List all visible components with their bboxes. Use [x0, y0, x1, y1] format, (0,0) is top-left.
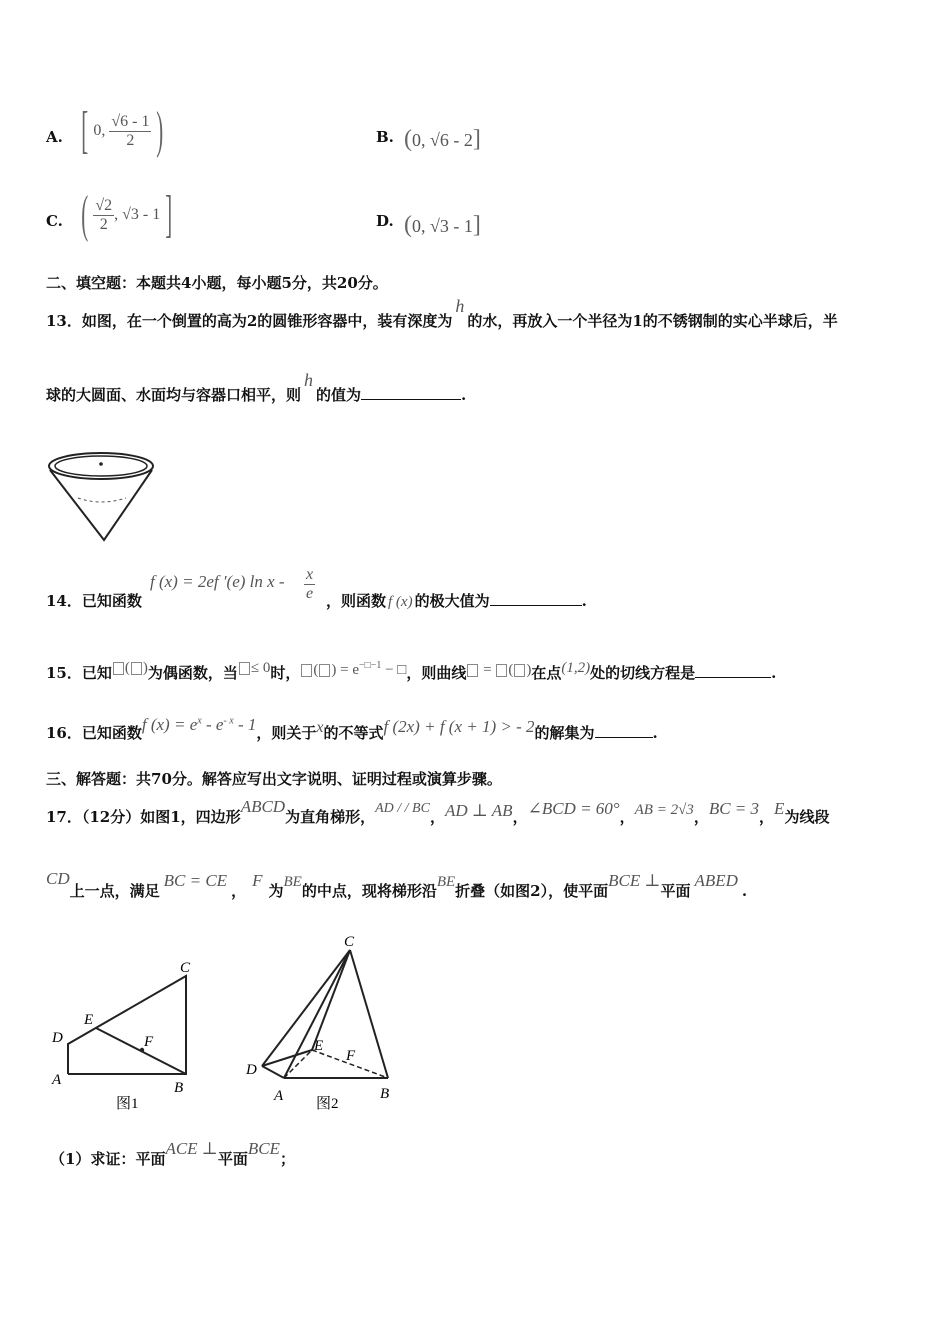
- q17-p8: 平面: [660, 882, 691, 900]
- option-b-text: 0, √6 - 2: [412, 130, 473, 150]
- q17-p2: 为直角梯形，: [285, 808, 376, 826]
- q16-mid-formula: - e: [201, 715, 224, 734]
- section2-heading: 二、填空题：本题共4小题，每小题5分，共20分。: [46, 274, 388, 292]
- q17-bc: BC = 3: [708, 799, 760, 818]
- q16-x: x: [316, 719, 324, 736]
- q17-ace: ACE ⊥: [165, 1139, 218, 1158]
- q14-rest: [326, 590, 587, 611]
- fig2-label-d: D: [246, 1062, 257, 1078]
- fig1-caption: 图1: [116, 1096, 139, 1112]
- q13-line2: [46, 370, 467, 405]
- fig1-label-b: B: [174, 1080, 184, 1096]
- q13-end: .: [461, 386, 467, 404]
- fig2-label-f: F: [346, 1048, 356, 1064]
- option-a-num: √6 - 1: [111, 112, 150, 130]
- q15-p5: 在点: [531, 664, 562, 682]
- q14-frac-num: x: [306, 566, 314, 583]
- q17-p5: 为: [268, 882, 284, 900]
- option-d-expr: (0, √3 - 1]: [404, 212, 481, 238]
- q17-line1: [46, 797, 830, 827]
- q14-fx: f (x): [388, 594, 413, 610]
- q13-text-2a: 球的大圆面、水面均与容器口相平，则: [46, 386, 302, 404]
- q17-bce: BCE ⊥: [608, 871, 661, 890]
- section3-heading: 三、解答题：共70分。解答应写出文字说明、证明过程或演算步骤。: [46, 770, 502, 788]
- figure-1: [46, 952, 206, 1122]
- q13-line1: [46, 296, 838, 331]
- q16-end: .: [652, 724, 658, 742]
- option-a-den: 2: [126, 131, 135, 149]
- option-d-label: D.: [376, 212, 394, 230]
- q15-point: (1,2): [561, 660, 591, 676]
- q17-part1: [50, 1139, 295, 1169]
- q14-prefix: 14．已知函数: [46, 592, 142, 610]
- q17-bcce: BC = CE: [163, 871, 228, 890]
- option-c-num: √2: [95, 196, 113, 214]
- q13-h: h: [455, 296, 465, 316]
- q15-p4: ，则曲线: [406, 664, 467, 682]
- q17-abed: ABED: [694, 871, 738, 890]
- left-bracket: [: [81, 102, 89, 159]
- q16-ineq: f (2x) + f (x + 1) > - 2: [383, 717, 535, 736]
- q14-mid: ，则函数: [326, 592, 387, 610]
- q16-sup1: x: [197, 715, 202, 727]
- q14-answer-blank[interactable]: [490, 591, 582, 606]
- q17-line2: [46, 869, 748, 901]
- q15-cond: [238, 660, 270, 676]
- q15-formula-text: = e: [340, 662, 360, 678]
- q13-text-1a: 13．如图，在一个倒置的高为2的圆锥形容器中，装有深度为: [46, 312, 453, 330]
- q17-angle: ∠BCD = 60°: [527, 799, 620, 818]
- fig2-label-e: E: [314, 1038, 324, 1054]
- q16-sup2: - x: [223, 715, 234, 727]
- q15-curve: = ( ): [466, 662, 531, 678]
- option-c-fraction: [93, 197, 114, 234]
- q17-comma-4: ，: [693, 808, 709, 826]
- q17-sub1-a: （1）求证：平面: [50, 1150, 166, 1168]
- q17-cd: CD: [46, 869, 70, 888]
- right-paren: ): [156, 102, 164, 159]
- q15-cond-text: ≤ 0: [250, 660, 271, 676]
- q15-fx-placeholder: ( ): [112, 660, 148, 676]
- fig1-label-e: E: [84, 1012, 94, 1028]
- q13-answer-blank[interactable]: [361, 385, 461, 400]
- q17-comma-2: ，: [512, 808, 528, 826]
- q17-comma-5: ，: [759, 808, 775, 826]
- q17-ab: AB = 2√3: [634, 802, 694, 818]
- q14-formula: f (x) = 2ef ′(e) ln x -: [150, 572, 285, 591]
- q15-formula-end: − □: [385, 662, 407, 678]
- q15-sup: −□−1: [359, 660, 382, 671]
- q16-formula-end: - 1: [233, 715, 257, 734]
- option-c-expr: ( $\frac{√2}{2}$ , √3 - 1 ]: [81, 186, 173, 243]
- q17-abcd: ABCD: [240, 797, 286, 816]
- q17-comma-6: ，: [231, 882, 247, 900]
- option-a-fraction: [109, 113, 151, 150]
- option-a-expr: [76, 102, 169, 160]
- fig1-label-a: A: [52, 1072, 62, 1088]
- q17-be2: BE: [436, 874, 456, 890]
- q17-p4: 上一点，满足: [69, 882, 160, 900]
- option-a-label: A.: [46, 128, 63, 146]
- q15-answer-blank[interactable]: [695, 663, 771, 678]
- fig1-label-d: D: [52, 1030, 63, 1046]
- q15-line: [46, 662, 776, 683]
- q16-p4: 的解集为: [534, 724, 595, 742]
- q17-bce2: BCE: [247, 1139, 280, 1158]
- q17-p3: 为线段: [784, 808, 830, 826]
- fig1-label-f: F: [144, 1034, 154, 1050]
- figure-2: [240, 928, 410, 1118]
- q13-text-2b: 的值为: [316, 386, 362, 404]
- q15-p6: 处的切线方程是: [590, 664, 696, 682]
- option-b-expr: (0, √6 - 2]: [404, 126, 481, 152]
- q16-answer-blank[interactable]: [595, 723, 653, 738]
- option-b-label: B.: [376, 128, 394, 146]
- q17-p6: 的中点，现将梯形沿: [301, 882, 437, 900]
- q17-sub1-end: ；: [279, 1150, 295, 1168]
- q17-sub1-b: 平面: [217, 1150, 248, 1168]
- option-a-left: 0,: [93, 122, 106, 139]
- fig2-caption: 图2: [316, 1096, 339, 1112]
- q13-text-1b: 的水，再放入一个半径为1的不锈钢制的实心半球后，半: [467, 312, 838, 330]
- q15-end: .: [771, 664, 777, 682]
- fig2-label-a: A: [274, 1088, 284, 1104]
- q17-f: F: [252, 871, 263, 890]
- q16-formula-text: f (x) = e: [141, 715, 198, 734]
- option-c-right: , √3 - 1: [114, 206, 161, 223]
- q14-end: .: [581, 592, 587, 610]
- q16-p2: ，则关于: [256, 724, 317, 742]
- q17-comma-1: ，: [429, 808, 445, 826]
- q17-be: BE: [283, 874, 302, 890]
- q14-fraction: [304, 566, 315, 603]
- q15-p3: 时，: [270, 664, 301, 682]
- fig2-label-c: C: [344, 934, 355, 950]
- q15-p1: 15．已知: [46, 664, 112, 682]
- q14-suffix: 的极大值为: [414, 592, 490, 610]
- option-c-den: 2: [99, 215, 108, 233]
- fig1-label-c: C: [180, 960, 191, 976]
- q17-p7: 折叠（如图2），使平面: [455, 882, 609, 900]
- q17-parallel: AD / / BC: [375, 801, 430, 816]
- q13-h2: h: [304, 370, 314, 390]
- q17-end: .: [741, 882, 748, 900]
- q16-p3: 的不等式: [323, 724, 384, 742]
- q15-formula: ( ) = $e^{-□-1}$ − □: [300, 662, 406, 678]
- q15-p2: 为偶函数，当: [147, 664, 238, 682]
- cone-figure: [44, 444, 164, 544]
- q16-formula: [142, 715, 256, 734]
- fig2-label-b: B: [380, 1086, 390, 1102]
- q17-p1: 17．（12分）如图1，四边形: [46, 808, 241, 826]
- q17-perp: AD ⊥ AB: [444, 801, 513, 820]
- q17-comma-3: ，: [619, 808, 635, 826]
- q16-line: [46, 715, 658, 743]
- option-d-text: 0, √3 - 1: [412, 216, 473, 236]
- q17-e: E: [774, 799, 785, 818]
- q16-prefix: 16．已知函数: [46, 724, 142, 742]
- option-c-label: C.: [46, 212, 63, 230]
- q14-frac-den: e: [306, 585, 314, 602]
